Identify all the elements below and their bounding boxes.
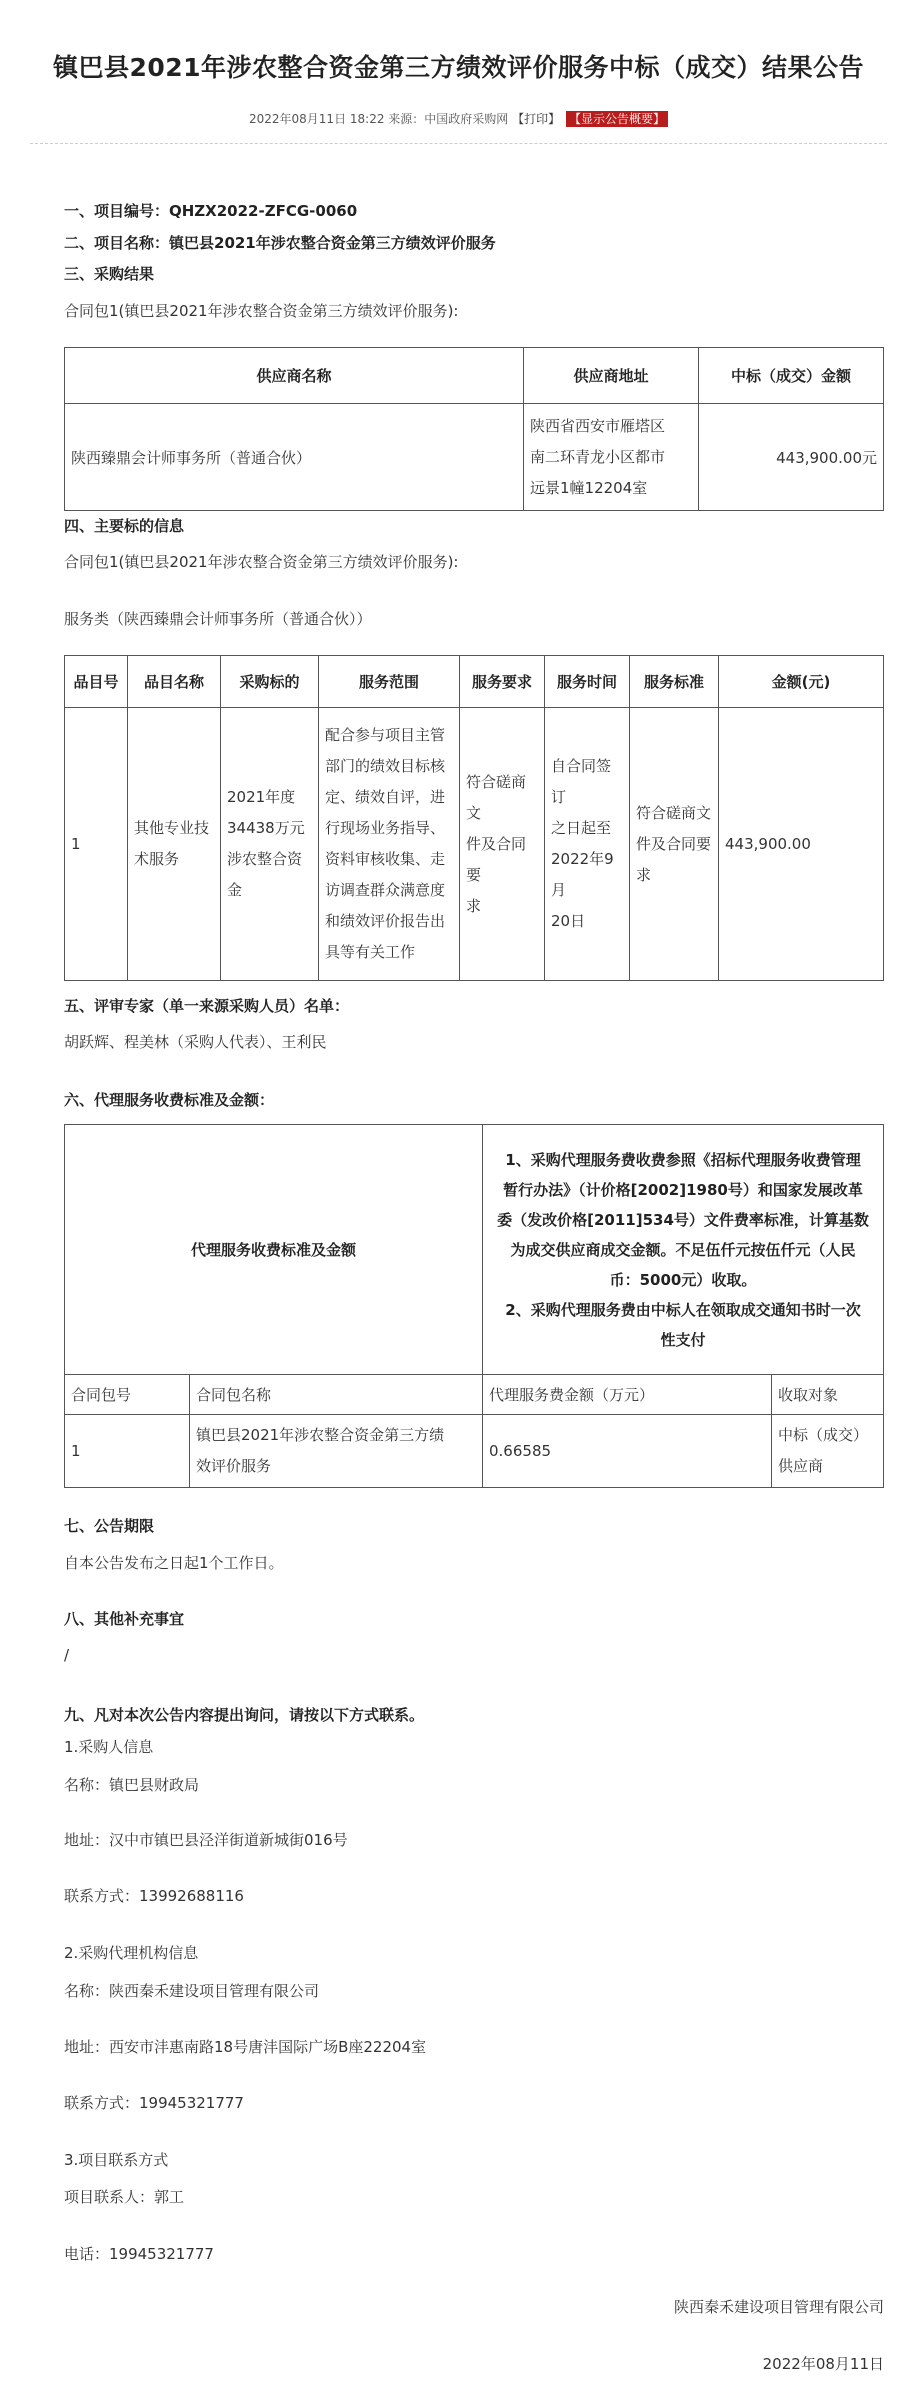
purchaser-title: 1.采购人信息 bbox=[64, 1738, 154, 1756]
project-number: 一、项目编号：QHZX2022-ZFCG-0060 bbox=[64, 202, 358, 220]
charge-target: 中标（成交） 供应商 bbox=[772, 1415, 884, 1488]
supplier-address: 陕西省西安市雁塔区 南二环青龙小区都市 远景1幢12204室 bbox=[524, 404, 699, 511]
purchaser-phone: 联系方式：13992688116 bbox=[64, 1887, 244, 1905]
col-standard: 服务标准 bbox=[630, 656, 719, 708]
item-name: 其他专业技 术服务 bbox=[128, 708, 221, 981]
agency-phone: 联系方式：19945321777 bbox=[64, 2094, 244, 2112]
col-charge-target: 收取对象 bbox=[772, 1375, 884, 1415]
purchaser-name: 名称：镇巴县财政局 bbox=[64, 1776, 200, 1794]
contact-phone: 电话：19945321777 bbox=[64, 2245, 214, 2263]
contact-title: 3.项目联系方式 bbox=[64, 2151, 169, 2169]
package-line: 合同包1(镇巴县2021年涉农整合资金第三方绩效评价服务): bbox=[64, 302, 459, 320]
announcement-period-heading: 七、公告期限 bbox=[64, 1517, 155, 1535]
service-category: 服务类（陕西臻鼎会计师事务所（普通合伙）） bbox=[64, 610, 372, 628]
package-name: 镇巴县2021年涉农整合资金第三方绩 效评价服务 bbox=[190, 1415, 483, 1488]
agency-fee-table bbox=[64, 1124, 884, 1488]
item-amount: 443,900.00 bbox=[719, 708, 884, 981]
footer-date: 2022年08月11日 bbox=[762, 2355, 884, 2373]
table-row bbox=[65, 708, 884, 981]
supplier-name: 陕西臻鼎会计师事务所（普通合伙） bbox=[65, 404, 524, 511]
col-scope: 服务范围 bbox=[319, 656, 460, 708]
procurement-result-heading: 三、采购结果 bbox=[64, 265, 155, 283]
result-table bbox=[64, 347, 884, 511]
experts-names: 胡跃辉、程美林（采购人代表）、王利民 bbox=[64, 1033, 327, 1051]
show-summary-button[interactable]: 【显示公告概要】 bbox=[566, 111, 668, 127]
col-supplier-name: 供应商名称 bbox=[65, 348, 524, 404]
col-supplier-address: 供应商地址 bbox=[524, 348, 699, 404]
col-package-no: 合同包号 bbox=[65, 1375, 190, 1415]
contact-person: 项目联系人：郭工 bbox=[64, 2188, 185, 2206]
agency-title: 2.采购代理机构信息 bbox=[64, 1944, 199, 1962]
fee-amount: 0.66585 bbox=[483, 1415, 772, 1488]
col-award-amount: 中标（成交）金额 bbox=[699, 348, 884, 404]
agency-address: 地址：西安市沣惠南路18号唐沣国际广场B座22204室 bbox=[64, 2038, 427, 2056]
divider bbox=[30, 143, 887, 144]
col-fee-amount: 代理服务费金额（万元） bbox=[483, 1375, 772, 1415]
announcement-period: 自本公告发布之日起1个工作日。 bbox=[64, 1554, 284, 1572]
agency-fee-heading: 六、代理服务收费标准及金额： bbox=[64, 1091, 275, 1109]
fee-standard-label: 代理服务收费标准及金额 bbox=[65, 1125, 483, 1375]
col-item-name: 品目名称 bbox=[128, 656, 221, 708]
fee-standard-rules: 1、采购代理服务费收费参照《招标代理服务收费管理 暂行办法》（计价格[2002]1980号）和国家发展改革 委（发改价格[2011]534号）文件费率标准，计算基数 为成交供应商成交金额。不足伍仟元按伍仟元（人民 币：5000元）收取。 2、采购代理服务费由中标人在领取成交通知书时一次 性支付 bbox=[483, 1125, 884, 1375]
purchaser-address: 地址：汉中市镇巴县泾洋街道新城街016号 bbox=[64, 1831, 348, 1849]
item-time: 自合同签订 之日起至 2022年9月 20日 bbox=[545, 708, 630, 981]
items-table bbox=[64, 655, 884, 981]
col-target: 采购标的 bbox=[221, 656, 319, 708]
item-no: 1 bbox=[65, 708, 128, 981]
agency-name: 名称：陕西秦禾建设项目管理有限公司 bbox=[64, 1982, 320, 2000]
col-item-no: 品目号 bbox=[65, 656, 128, 708]
publish-datetime: 2022年08月11日 18:22 bbox=[248, 112, 385, 126]
main-items-heading: 四、主要标的信息 bbox=[64, 517, 185, 535]
col-package-name: 合同包名称 bbox=[190, 1375, 483, 1415]
col-time: 服务时间 bbox=[545, 656, 630, 708]
col-requirement: 服务要求 bbox=[460, 656, 545, 708]
project-name: 二、项目名称：镇巴县2021年涉农整合资金第三方绩效评价服务 bbox=[64, 234, 496, 252]
table-row bbox=[65, 1415, 884, 1488]
item-requirement: 符合磋商文 件及合同要 求 bbox=[460, 708, 545, 981]
table-row bbox=[65, 404, 884, 511]
package-line: 合同包1(镇巴县2021年涉农整合资金第三方绩效评价服务): bbox=[64, 553, 459, 571]
contact-heading: 九、凡对本次公告内容提出询问，请按以下方式联系。 bbox=[64, 1706, 425, 1724]
source: 来源：中国政府采购网 bbox=[388, 112, 509, 126]
item-standard: 符合磋商文 件及合同要 求 bbox=[630, 708, 719, 981]
experts-heading: 五、评审专家（单一来源采购人员）名单： bbox=[64, 997, 350, 1015]
award-amount: 443,900.00元 bbox=[699, 404, 884, 511]
supplementary-heading: 八、其他补充事宜 bbox=[64, 1610, 185, 1628]
meta-line bbox=[0, 110, 917, 127]
item-scope: 配合参与项目主管 部门的绩效目标核 定、绩效自评，进 行现场业务指导、 资料审核收集、走 访调查群众满意度 和绩效评价报告出 具等有关工作 bbox=[319, 708, 460, 981]
supplementary-text: / bbox=[64, 1646, 70, 1664]
package-no: 1 bbox=[65, 1415, 190, 1488]
col-amount: 金额(元) bbox=[719, 656, 884, 708]
footer-org: 陕西秦禾建设项目管理有限公司 bbox=[673, 2298, 884, 2316]
page-title: 镇巴县2021年涉农整合资金第三方绩效评价服务中标（成交）结果公告 bbox=[52, 53, 865, 82]
item-target: 2021年度 34438万元 涉农整合资 金 bbox=[221, 708, 319, 981]
print-link[interactable]: 【打印】 bbox=[512, 112, 561, 126]
